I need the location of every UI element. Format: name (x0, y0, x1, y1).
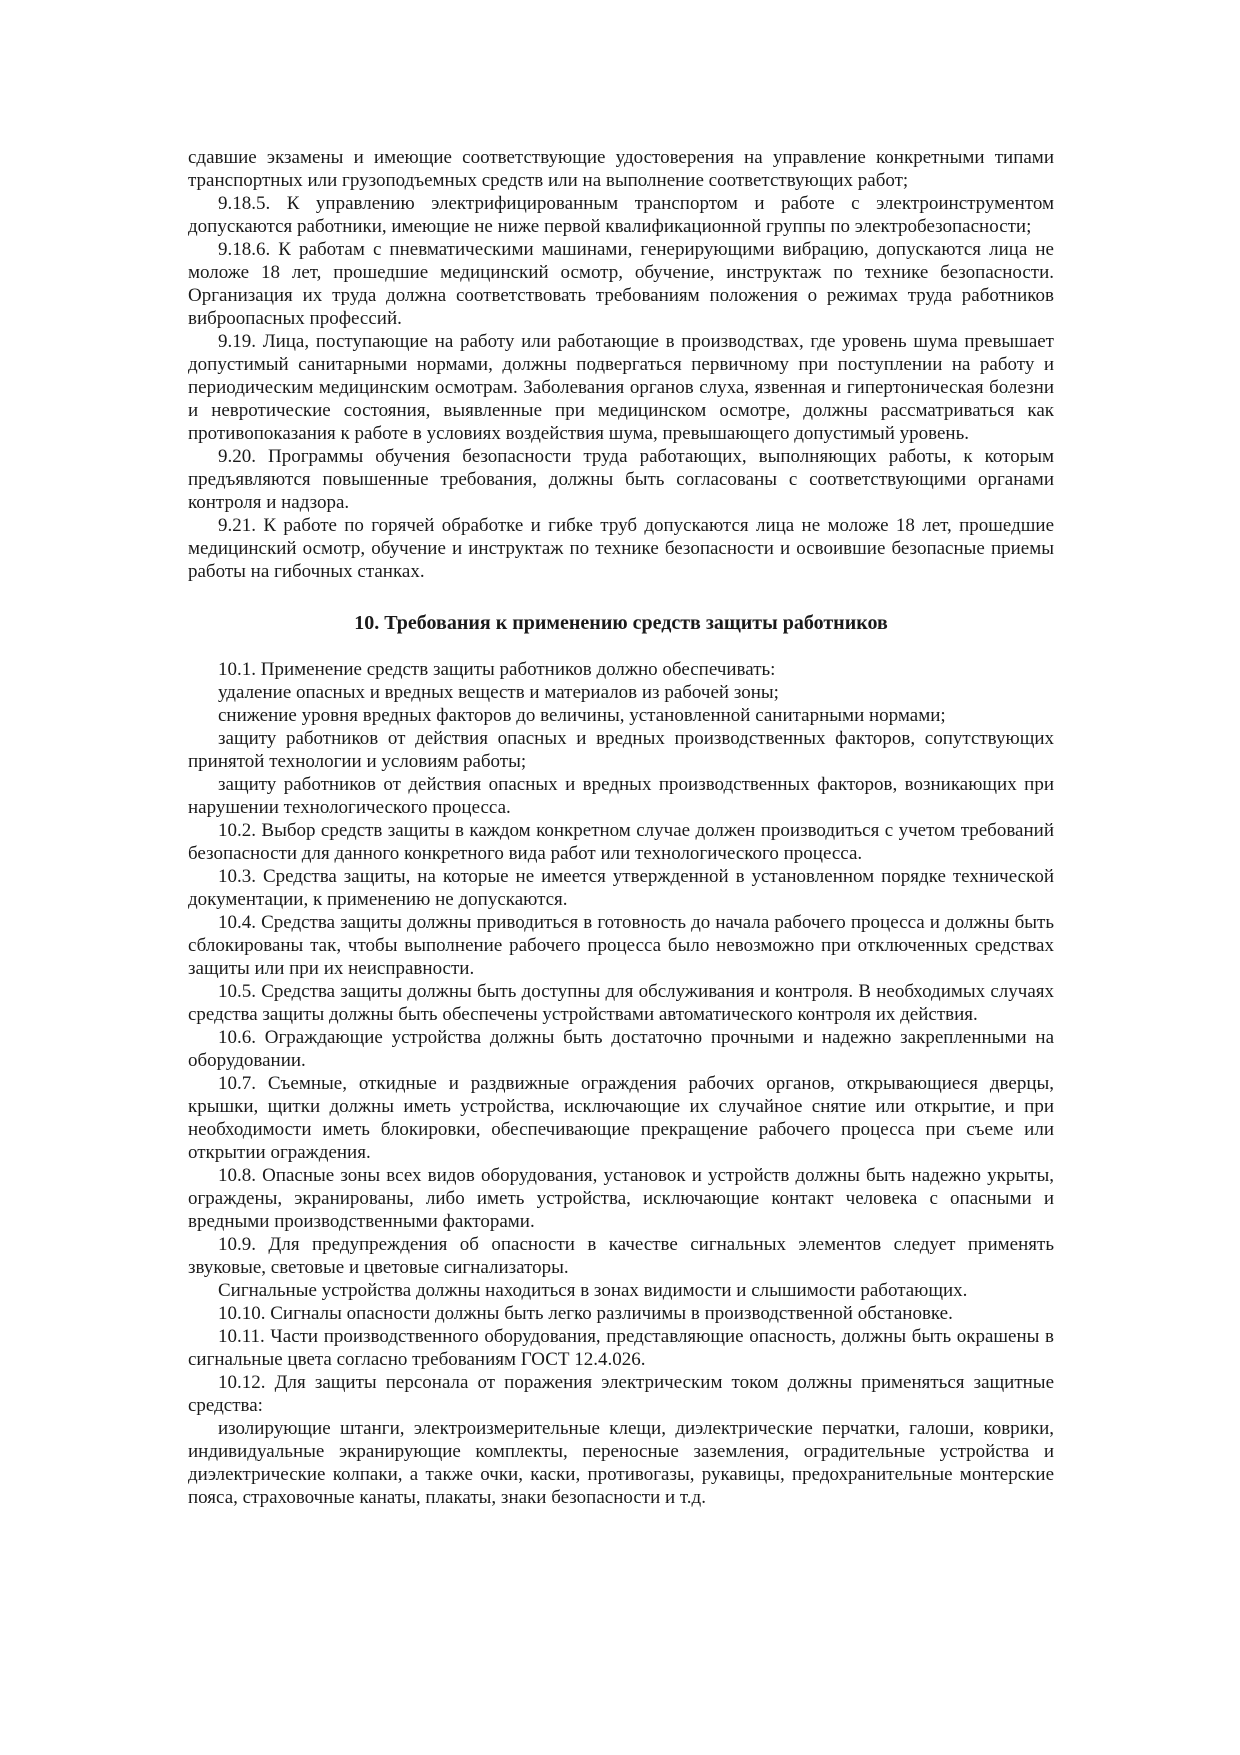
paragraph-continuation: сдавшие экзамены и имеющие соответствующие удостоверения на управление конкретными типами транспортных или грузоподъемных средств или на выполнение соответствующих работ; (188, 147, 1054, 191)
paragraph-10-7: 10.7. Съемные, откидные и раздвижные ограждения рабочих органов, открывающиеся дверцы, крышки, щитки должны иметь устройства, исключающие их случайное снятие или открытие, и при необходимости иметь блокировки, обеспечивающие прекращение рабочего процесса при съеме или открытии ограждения. (188, 1073, 1054, 1163)
list-item-protection-technology: защиту работников от действия опасных и вредных производственных факторов, сопутствующих принятой технологии и условиям работы; (188, 728, 1054, 772)
list-item-protection-violation: защиту работников от действия опасных и вредных производственных факторов, возникающих при нарушении технологического процесса. (188, 774, 1054, 818)
document-page (188, 146, 1054, 1509)
paragraph-10-6: 10.6. Ограждающие устройства должны быть достаточно прочными и надежно закрепленными на оборудовании. (188, 1027, 1054, 1071)
paragraph-10-1: 10.1. Применение средств защиты работников должно обеспечивать: (218, 659, 776, 680)
paragraph-10-3: 10.3. Средства защиты, на которые не имеется утвержденной в установленном порядке технической документации, к применению не допускаются. (188, 866, 1054, 910)
paragraph-10-2: 10.2. Выбор средств защиты в каждом конкретном случае должен производиться с учетом требований безопасности для данного конкретного вида работ или технологического процесса. (188, 820, 1054, 864)
paragraph-9-20: 9.20. Программы обучения безопасности труда работающих, выполняющих работы, к которым предъявляются повышенные требования, должны быть согласованы с соответствующими органами контроля и надзора. (188, 446, 1054, 513)
paragraph-9-19: 9.19. Лица, поступающие на работу или работающие в производствах, где уровень шума превышает допустимый санитарными нормами, должны подвергаться первичному при поступлении на работу и периодическим медицинским осмотрам. Заболевания органов слуха, язвенная и гипертоническая болезни и невротические состояния, выявленные при медицинском осмотре, должны рассматриваться как противопоказания к работе в условиях воздействия шума, превышающего допустимый уровень. (188, 331, 1054, 444)
list-item-reduction: снижение уровня вредных факторов до величины, установленной санитарными нормами; (218, 705, 946, 726)
section-10-heading: 10. Требования к применению средств защиты работников (354, 612, 888, 634)
paragraph-10-12: 10.12. Для защиты персонала от поражения электрическим током должны применяться защитные средства: (188, 1372, 1054, 1416)
paragraph-10-11: 10.11. Части производственного оборудования, представляющие опасность, должны быть окрашены в сигнальные цвета согласно требованиям ГОСТ 12.4.026. (188, 1326, 1054, 1370)
paragraph-10-9: 10.9. Для предупреждения об опасности в качестве сигнальных элементов следует применять звуковые, световые и цветовые сигнализаторы. (188, 1234, 1054, 1278)
paragraph-10-4: 10.4. Средства защиты должны приводиться в готовность до начала рабочего процесса и должны быть сблокированы так, чтобы выполнение рабочего процесса было невозможно при отключенных средствах защиты или при их неисправности. (188, 912, 1054, 979)
paragraph-10-5: 10.5. Средства защиты должны быть доступны для обслуживания и контроля. В необходимых случаях средства защиты должны быть обеспечены устройствами автоматического контроля их действия. (188, 981, 1054, 1025)
list-item-removal: удаление опасных и вредных веществ и материалов из рабочей зоны; (218, 682, 779, 703)
list-item-protective-means: изолирующие штанги, электроизмерительные клещи, диэлектрические перчатки, галоши, коврики, индивидуальные экранирующие комплекты, переносные заземления, оградительные устройства и диэлектрические колпаки, а также очки, каски, противогазы, рукавицы, предохранительные монтерские пояса, страховочные канаты, плакаты, знаки безопасности и т.д. (188, 1418, 1054, 1508)
paragraph-9-21: 9.21. К работе по горячей обработке и гибке труб допускаются лица не моложе 18 лет, прошедшие медицинский осмотр, обучение и инструктаж по технике безопасности и освоившие безопасные приемы работы на гибочных станках. (188, 515, 1054, 582)
paragraph-10-8: 10.8. Опасные зоны всех видов оборудования, установок и устройств должны быть надежно укрыты, ограждены, экранированы, либо иметь устройства, исключающие контакт человека с опасными и вредными производственными факторами. (188, 1165, 1054, 1232)
paragraph-10-10: 10.10. Сигналы опасности должны быть легко различимы в производственной обстановке. (218, 1303, 953, 1324)
paragraph-signal-devices: Сигнальные устройства должны находиться в зонах видимости и слышимости работающих. (218, 1280, 968, 1301)
paragraph-9-18-5: 9.18.5. К управлению электрифицированным транспортом и работе с электроинструментом допускаются работники, имеющие не ниже первой квалификационной группы по электробезопасности; (188, 193, 1054, 237)
paragraph-9-18-6: 9.18.6. К работам с пневматическими машинами, генерирующими вибрацию, допускаются лица не моложе 18 лет, прошедшие медицинский осмотр, обучение, инструктаж по технике безопасности. Организация их труда должна соответствовать требованиям положения о режимах труда работников виброопасных профессий. (188, 239, 1054, 329)
